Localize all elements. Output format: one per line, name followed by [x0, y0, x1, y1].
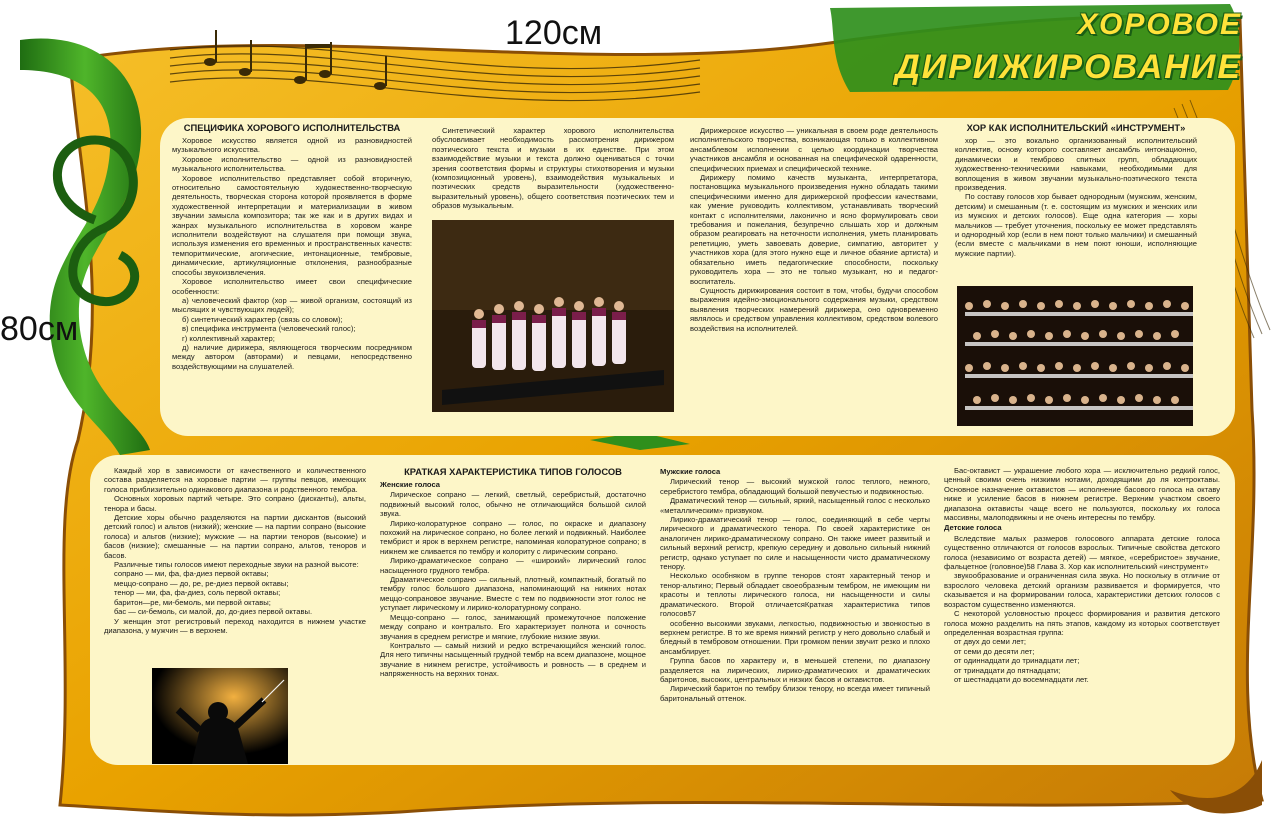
paragraph: Синтетический характер хорового исполнительства обусловливает необходимость рассмотрения дирижером поэтического текста и музыки в их единстве. При этом взаимодействие музыки и текста должно оцениваться с точки зрения соответствия формы и структуры стихотворения и музыки (композиционный уровень), взаимодействия музыкальных и поэтических средств выразительности (художественно-выразительный уровень), общего соответствия поэтических тем и образов музыкальным.	[432, 126, 674, 211]
paragraph: от семи до десяти лет;	[954, 646, 1035, 656]
top-col-3	[690, 126, 938, 428]
conductor-photo	[152, 668, 288, 764]
paragraph: Лирико-колоратурное сопрано — голос, по окраске и диапазону похожий на лирическое сопрано, но более легкий и подвижный. Наиболее тембрист и ярок в верхнем регистре, напоминая колоратурное сопрано; в нижнем же сливается по тембру и колориту с лирическим сопрано.	[380, 518, 646, 556]
paragraph: Лирико-драматический тенор — голос, соединяющий в себе черты лирического и драматического тенора. По своей характеристике он аналогичен лирико-драматическому сопрано. Он также имеет развитый и сильный верхний регистр, крепкую середину и довольно сильный нижний регистр, однако уступает по силе и насыщенности чисто драматическому тенору.	[660, 515, 930, 572]
paragraph: Различные типы голосов имеют переходные звуки на разной высоте:	[114, 560, 359, 570]
paragraph: в) специфика инструмента (человеческий голос);	[182, 324, 356, 334]
paragraph: Хоровое исполнительство представляет собой вторичную, относительно самостоятельную художественно-творческую деятельность, творческая сторона которой проявляется в форме художественной интерпретации и материализации в живом звучании замысла композитора; так же как и в других видах и жанрах музыкального исполнительства в хоровом жанре исполнители воздействуют на слушателя при помощи звука, используя изменения его временных и пространственных качеств: темпоритмические, агогические, интонационные, тембровые, динамические, артикуляционные отклонения, разнообразные способы звукоизвлечения.	[172, 173, 412, 277]
paragraph: Каждый хор в зависимости от качественного и количественного состава разделяется на хоровые партии — группы певцов, имеющих голоса приблизительно одинакового диапазона и родственного тембра.	[104, 466, 366, 494]
paragraph: Хоровое исполнительство — одной из разновидностей музыкального исполнительства.	[172, 154, 412, 174]
paragraph: Детские хоры обычно разделяются на партии дискантов (высокий детский голос) и альтов (низкий); женские — на партии сопрано (высокие голоса) и альтов (низкие); мужские — на партии теноров (высокие) и басов (низкие); смешанные — на партии сопрано, альтов, теноров и басов.	[104, 513, 366, 560]
bottom-col-4-subheading: Детские голоса	[944, 523, 1002, 533]
paragraph: Лирическое сопрано — легкий, светлый, серебристый, достаточно подвижный высокий голос, обычно не отличающийся большой силой звука.	[380, 490, 646, 519]
paragraph: Лирико-драматическое сопрано — «широкий» лирический голос насыщенного грудного тембра.	[380, 556, 646, 575]
paragraph: б) синтетический характер (связь со словом);	[182, 314, 343, 324]
top-col-2-body	[432, 126, 674, 211]
bottom-col-2-body	[380, 490, 646, 678]
paragraph: от одиннадцати до тринадцати лет;	[954, 656, 1080, 666]
paragraph: У женщин этот регистровый переход находится в нижнем участке диапазона, у мужчин — в верхнем.	[104, 616, 366, 635]
paragraph: баритон—ре, ми-бемоль, ми первой октавы;	[114, 597, 271, 607]
top-col-4-body	[955, 136, 1197, 258]
paragraph: Драматический тенор — сильный, яркий, насыщенный голос с несколько «металлическим» призвуком.	[660, 496, 930, 515]
paragraph: от тринадцати до пятнадцати;	[954, 665, 1061, 675]
paragraph: сопрано — ми, фа, фа-диез первой октавы;	[114, 569, 269, 579]
paragraph: Хоровое искусство является одной из разновидностей музыкального искусства.	[172, 136, 412, 155]
paragraph: Лирический баритон по тембру близок тенору, но всегда имеет типичный баритональный оттенок.	[660, 684, 930, 703]
paragraph: д) наличие дирижера, являющегося творческим посредником между автором (авторами) и певцами, непосредственно воздействующими на слушателей.	[172, 342, 412, 371]
paragraph: Меццо-сопрано — голос, занимающий промежуточное положение между сопрано и контральто. Его характеризует полнота и сочность звучания в среднем регистре и мягкие, глубокие низкие звуки.	[380, 612, 646, 641]
bottom-col-2-subheading: Женские голоса	[380, 480, 441, 489]
paragraph: Сущность дирижирования состоит в том, чтобы, будучи способом выражения идейно-эмоционального содержания музыки, средством выявления творческих намерений дирижера, оно одновременно являлось и средством управления коллективом, средством волевого воздействия на исполнителей.	[690, 285, 938, 333]
height-dimension-label: 80см	[0, 310, 79, 348]
paragraph: Вследствие малых размеров голосового аппарата детские голоса существенно отличаются от голосов взрослых. Типичные свойства детского голоса (независимо от возраста детей) — мягкое, «серебристое» звучание, фальцетное (головное)58 Глава 3. Хор как исполнительский «инструмент»	[944, 533, 1220, 572]
top-col-4-heading: ХОР КАК ИСПОЛНИТЕЛЬСКИЙ «ИНСТРУМЕНТ»	[966, 122, 1186, 133]
paragraph: тенор — ми, фа, фа-диез, соль первой октавы;	[114, 588, 281, 598]
paragraph: от шестнадцати до восемнадцати лет.	[954, 674, 1089, 684]
bottom-col-3-subheading: Мужские голоса	[660, 467, 721, 476]
board-title-line-1: ХОРОВОЕ	[1077, 8, 1242, 41]
paragraph: Драматическое сопрано — сильный, плотный, компактный, богатый по тембру голос большого диапазона, напоминающий на нижних нотах меццо-сопрановое звучание. Вместе с тем по подвижности этот голос не уступает лирическому и лирико-колоратурному сопрано.	[380, 575, 646, 613]
top-col-1	[172, 122, 412, 432]
bottom-col-2	[380, 466, 646, 762]
paragraph: бас — си-бемоль, си малой, до, до-диез первой октавы.	[114, 607, 313, 617]
top-col-4	[955, 122, 1197, 282]
bottom-col-1	[104, 466, 366, 666]
paragraph: Контральто — самый низкий и редко встречающийся женский голос. Для него типичны насыщенный грудной тембр на всем диапазоне, мощное звучание в нижнем регистре, устойчивость и ровность — в среднем и напряженность на верхних тонах.	[380, 640, 646, 679]
top-col-3-body	[690, 126, 938, 333]
paragraph: Основных хоровых партий четыре. Это сопрано (дисканты), альты, тенора и басы.	[104, 494, 366, 513]
bottom-col-1-body	[104, 466, 366, 635]
paragraph: Группа басов по характеру и, в меньшей степени, по диапазону разделяется на лирических, лирико-драматических и драматических баритонов, высоких, центральных и низких басов и октавистов.	[660, 656, 930, 684]
top-col-1-heading: СПЕЦИФИКА ХОРОВОГО ИСПОЛНИТЕЛЬСТВА	[183, 122, 401, 133]
bottom-col-2-heading: КРАТКАЯ ХАРАКТЕРИСТИКА ТИПОВ ГОЛОСОВ	[404, 466, 622, 477]
bottom-col-4-body-2	[944, 534, 1220, 685]
paragraph: от двух до семи лет;	[954, 637, 1026, 647]
paragraph: особенно высокими звуками, легкостью, подвижностью и звонкостью в верхнем регистре. В то же время нижний регистр у него довольно слабый и бледный в тембровом отношении. При громком пении звучит резко и плохо ансамблирует.	[660, 618, 930, 656]
paragraph: меццо-сопрано — до, ре, ре-диез первой октавы;	[114, 578, 289, 588]
board-title-line-2: ДИРИЖИРОВАНИЕ	[895, 48, 1242, 86]
paragraph: г) коллективный характер;	[182, 333, 275, 343]
paragraph: хор — это вокально организованный исполнительский коллектив, основу которого составляет ансамбль интонационно, динамически и темброво спитных групп, обладающих художественно-техническими навыками, необходимыми для воплощения в живом звучании музыкально-поэтического текста произведения.	[955, 136, 1197, 193]
paragraph: Бас-октавист — украшение любого хора — исключительно редкий голос, ценный своими очень низкими нотами, доходящими до ля контроктавы. Основное назначение октавистов — исполнение басового голоса на октаву ниже и усиление басов в нижнем регистре. Верхним участком своего диапазона октависты чаще всего не пользуются, поскольку их голоса массивны, малоподвижны и не очень интересны по тембру.	[944, 466, 1220, 523]
paragraph: а) человеческий фактор (хор — живой организм, состоящий из мыслящих и чувствующих людей);	[172, 295, 412, 315]
paragraph: Дирижерское искусство — уникальная в своем роде деятельность исполнительского творчества, возникающая только в коллективном ансамблевом исполнении с целью координации творчества участников ансамбля и основанная на специфической одаренности, специфических приемах и специфической технике.	[690, 126, 938, 173]
paragraph: звукообразование и ограниченная сила звука. Но поскольку в отличие от взрослого человека детский организм развивается и формируется, что сказывается и на формировании голоса, характеристики детских голосов с возрастом существенно изменяются.	[944, 571, 1220, 609]
adult-choir-photo	[957, 286, 1193, 426]
bottom-col-3	[660, 466, 930, 762]
paragraph: С некоторой условностью процесс формирования и развития детского голоса можно разделить на пять этапов, каждому из которых соответствует определенная возрастная группа:	[944, 609, 1220, 637]
bottom-col-4-body-1	[944, 466, 1220, 522]
paragraph: Несколько особняком в группе теноров стоят характерный тенор и тенор-альтино; Первый обладает своеобразным тембром, не имеющим ни красоты и теплоты лирического голоса, ни насыщенности и силы драматического. Второй отличаетсяКраткая характеристика типов голосов57	[660, 571, 930, 619]
paragraph: Хоровое исполнительство имеет свои специфические особенности:	[172, 277, 412, 296]
paragraph: По составу голосов хор бывает однородным (мужским, женским, детским) и смешанным (т. е. состоящим из мужских и женских или из мужских и детских голосов). Еще одна категория — хоры мальчиков — требует уточнения, поскольку ее может представлять и однородный хор (если в нем поют только мальчики) и смешанный (если вместе с мальчиками в нем поют юноши, исполняющие мужские партии).	[955, 192, 1197, 258]
paragraph: Дирижеру помимо качеств музыканта, интерпретатора, постановщика музыкального произведения нужно обладать такими специфическими именно для дирижерской профессии качествами, как умение руководить коллективом, устанавливать творческий контакт с исполнителями, лаконично и ясно формулировать свои требования и пожелания, безупречно слышать хор и должным образом реагировать на неточности исполнения, уметь планировать репетицию, уметь завоевать доверие, симпатию, авторитет у участников хора (для этого нужно еще и личное обаяние артиста) и обязательно иметь педагогические способности, поскольку руководитель хора — это не только музыкант, но и педагог-воспитатель.	[690, 173, 938, 286]
children-choir-photo	[432, 220, 674, 412]
bottom-col-4	[944, 466, 1220, 762]
top-col-2	[432, 126, 674, 218]
width-dimension-label: 120см	[505, 14, 603, 52]
top-col-1-body	[172, 136, 412, 371]
bottom-col-3-body	[660, 477, 930, 703]
paragraph: Лирический тенор — высокий мужской голос теплого, нежного, серебристого тембра, обладающий большой певучестью и подвижностью.	[660, 477, 930, 496]
